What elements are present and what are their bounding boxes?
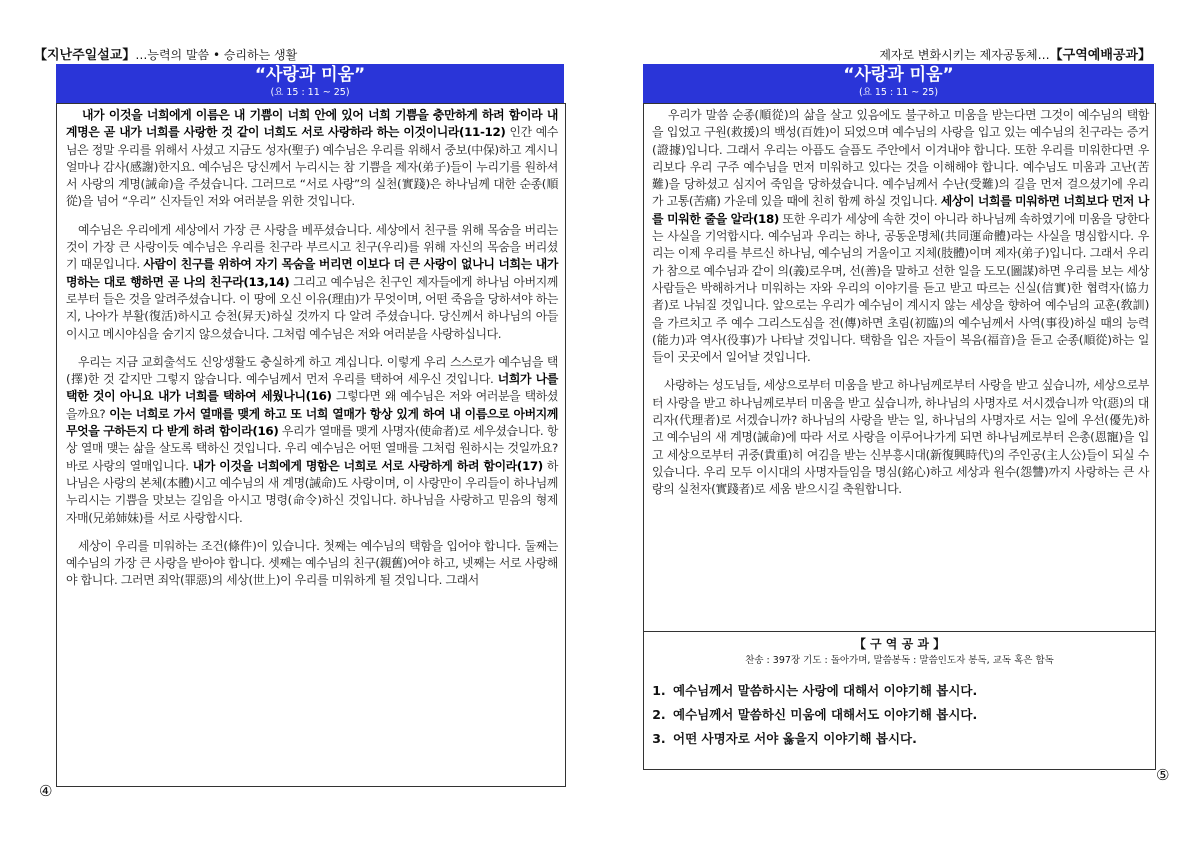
left-sermon-box [56,103,566,787]
study-question: 3. 어떤 사명자로 서야 옳을지 이야기해 봅시다. [670,727,1155,751]
body-text: 우리는 지금 교회출석도 신앙생활도 충실하게 하고 계십니다. 이렇게 우리 스스로가 예수님을 택(擇)한 것 같지만 그렇지 않습니다. 예수님께서 먼저 우리를 택하여 세우신 것입니다. [66,354,558,387]
body-text: 우리가 말씀 순종(順從)의 삶을 살고 있음에도 불구하고 미움을 받는다면 그것이 예수님의 택함을 입었고 구원(救援)의 백성(百姓)이 되었으며 예수님의 사랑을 입고 있는 예수님의 친구라는 증거(證據)입니다. 그래서 우리는 아픔도 슬픔도 주안에서 이겨내야 합니다. 또한 우리를 미워한다면 우리보다 우리 구주 예수님을 먼저 미워하고 있다는 것을 이해해야 합니다. 예수님도 미움과 고난(苦難)을 당하셨고 심지어 죽임을 당하셨습니다. 예수님께서 수난(受難)의 길을 먼저 걸으셨기에 우리가 고통(苦痛) 가운데 있을 때에 친히 함께 하실 것입니다. [652,108,1149,209]
left-sermon-title: “사랑과 미움” [254,65,366,85]
study-question: 2. 예수님께서 말씀하신 미움에 대해서도 이야기해 봅시다. [670,703,1155,727]
left-header-subtitle: …능력의 말씀 • 승리하는 생활 [135,48,298,62]
scripture-quote: 내가 이것을 너희에게 이름은 내 기쁨이 너희 안에 있어 너희 기쁨을 충만하게 하려 함이라 내 계명은 곧 내가 너희를 사랑한 것 같이 너희도 서로 사랑하라 하는 이것이니라(11-12) [66,108,558,140]
left-page-number: ④ [39,782,53,800]
sermon-paragraph [66,538,558,590]
left-scripture-reference: (요 15 : 11 ~ 25) [270,87,350,98]
right-header [879,44,1151,62]
right-header-subtitle: 제자로 변화시키는 제자공동체… [879,48,1050,62]
left-sermon-body [57,104,565,590]
left-header-tag: 【지난주일설교】 [34,48,136,63]
sermon-paragraph [652,377,1149,498]
study-guide-section [644,631,1155,769]
right-title-banner [643,64,1154,103]
body-text: 세상이 우리를 미워하는 조건(條件)이 있습니다. 첫째는 예수님의 택함을 입어야 합니다. 둘째는 예수님의 가장 큰 사랑을 받아야 합니다. 셋째는 예수님의 친구(親舊)여야 하고, 넷째는 서로 사랑해야 합니다. 그러면 죄악(罪惡)의 세상(世上)이 우리를 미워하게 될 것입니다. 그래서 [66,538,558,588]
body-text: 그리고 예수님은 친구인 제자들에게 하나님 아버지께로부터 들은 것을 알려주셨습니다. 이 땅에 오신 이유(理由)가 무엇이며, 어떤 죽음을 당하셔야 하는지, 나아가 부활(復活)하시고 승천(昇天)하실 것까지 다 알려 주셨습니다. 당신께서 하나님의 아들이시고 메시야심을 숨기지 않으셨습니다. 그처럼 예수님은 저와 여러분을 사랑하십니다. [66,274,558,341]
scripture-quote: 너희가 나를 택한 것이 아니요 내가 너희를 택하여 세웠나니(16) [66,372,558,404]
right-sermon-body [644,104,1155,499]
left-title-banner [56,64,564,103]
body-text: 또한 우리가 세상에 속한 것이 아니라 하나님께 속하였기에 미움을 당한다는 사실을 기억합시다. 예수님과 우리는 하나, 공동운명체(共同運命體)라는 사실을 명심합시다. 우리는 이제 우리를 부르신 하나님, 예수님의 거울이고 지체(肢體)이며 제자(弟子)입니다. 그래서 우리가 참으로 예수님과 같이 의(義)로우며, 선(善)을 말하고 선한 일을 도모(圖謀)하면 우리를 보는 세상 사람들은 박해하거나 미워하는 자와 우리의 이야기를 듣고 받고 따르는 신실(信實)한 협력자(協力者)로 나눠질 것입니다. 앞으로는 우리가 예수님이 계시지 않는 세상을 향하여 예수님의 교훈(敎訓)을 가르치고 주 예수 그리스도심을 전(傳)하면 초림(初臨)의 예수님께서 사역(事役)하실 때의 능력(能力)과 역사(役事)가 나타날 것입니다. 택함을 입은 자들이 복음(福音)을 듣고 순종(順從)하는 일들이 곳곳에서 일어날 것입니다. [652,211,1149,365]
left-page [24,0,584,848]
right-header-tag: 【구역예배공과】 [1049,48,1151,63]
body-text: 사랑하는 성도님들, 세상으로부터 미움을 받고 하나님께로부터 사랑을 받고 싶습니까, 세상으로부터 사랑을 받고 하나님께로부터 미움을 받고 싶습니까, 하나님의 사명자로 서시겠습니까 악(惡)의 대리자(代理者)로 서겠습니까? 하나님의 사랑을 받는 일, 하나님의 사명자로 서는 일에 우선(優先)하고 예수님의 새 계명(誡命)에 따라 서로 사랑을 이루어나가게 되면 하나님께로부터 은총(恩寵)을 입고 세상으로부터 귀중(貴重)히 여김을 받는 신부흥시대(新復興時代)의 주인공(主人公)들이 되실 수 있습니다. 우리 모두 이시대의 사명자들임을 명심(銘心)하고 세상과 원수(怨讐)까지 사랑하는 큰 사랑의 실천자(實踐者)로 세움 받으시길 축원합니다. [652,378,1149,497]
right-page [636,0,1196,848]
body-text: 인간 예수님은 정말 우리를 위해서 사셨고 지금도 성자(聖子) 예수님은 우리를 위해서 중보(中保)하고 계시니 얼마나 감사(感謝)한지요. 예수님은 당신께서 누리시는 참 기쁨을 제자(弟子)들이 누리기를 원하셔서 사랑의 계명(誡命)을 주셨습니다. 그러므로 “서로 사랑”의 실천(實踐)은 하나님께 대한 순종(順從)을 넘어 “우리” 신자들인 저와 여러분을 위한 것입니다. [66,125,558,209]
sermon-paragraph [652,107,1149,366]
sermon-paragraph [66,354,558,527]
body-text: 하나님은 사랑의 본체(本體)시고 예수님의 새 계명(誡命)도 사랑이며, 이 사랑만이 우리들이 하나님께 누리시는 기쁨을 맛보는 길임을 아시고 명령(命令)하신 것입니다. 하나님을 사랑하고 믿음의 형제자매(兄弟姉妹)를 서로 사랑합시다. [66,458,558,525]
right-sermon-box [643,103,1156,770]
left-header [34,44,297,62]
scripture-quote: 내가 이것을 너희에게 명함은 너희로 서로 사랑하게 하려 함이라(17) [192,458,543,473]
right-page-number: ⑤ [1156,766,1170,784]
scripture-quote: 사람이 친구를 위하여 자기 목숨을 버리면 이보다 더 큰 사랑이 없나니 너희는 내가 명하는 대로 행하면 곧 나의 친구라(13,14) [66,257,559,289]
scripture-quote: 이는 너희로 가서 열매를 맺게 하고 또 너희 열매가 항상 있게 하여 내 이름으로 아버지께 무엇을 구하든지 다 받게 하려 함이라(16) [66,406,558,439]
right-scripture-reference: (요 15 : 11 ~ 25) [858,87,939,98]
scripture-quote: 세상이 너희를 미워하면 너희보다 먼저 나를 미워한 줄을 알라(18) [652,194,1149,226]
right-sermon-title: “사랑과 미움” [843,65,954,85]
body-text: 우리가 열매를 맺게 사명자(使命者)로 세우셨습니다. 항상 열매 맺는 삶을 살도록 택하신 것입니다. 우리 예수님은 어떤 열매를 그처럼 원하시는 것일까요? 바로 사랑의 열매입니다. [66,424,558,473]
body-text: 예수님은 우리에게 세상에서 가장 큰 사랑을 베푸셨습니다. 세상에서 친구를 위해 목숨을 버리는 것이 가장 큰 사랑이듯 예수님은 우리를 친구라 부르시고 친구(우리)를 위해 자신의 목숨을 버리셨기 때문입니다. [66,222,558,272]
study-guide-instructions: 찬송 : 397장 기도 : 돌아가며, 말씀봉독 : 말씀인도자 봉독, 교독 혹은 합독 [745,655,1054,666]
sermon-paragraph [66,107,558,211]
study-guide-title: 【 구 역 공 과 】 [853,637,946,651]
body-text: 그렇다면 왜 예수님은 저와 여러분을 택하셨을까요? [66,389,558,421]
study-questions [644,679,1155,751]
sermon-paragraph [66,222,558,343]
study-question: 1. 예수님께서 말씀하시는 사랑에 대해서 이야기해 봅시다. [670,679,1155,703]
